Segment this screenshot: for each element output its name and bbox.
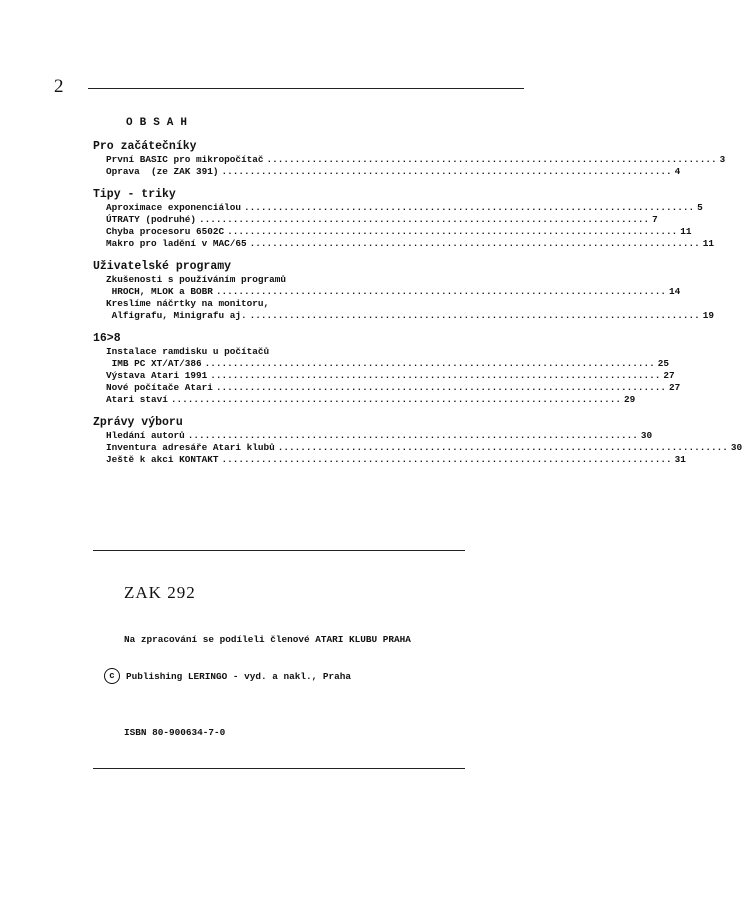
bottom-rule: [93, 768, 465, 769]
toc-section-heading: Tipy - triky: [93, 188, 176, 201]
toc-leader-dots: ................................................................................: [221, 454, 672, 465]
toc-leader-dots: ................................................................................: [277, 442, 728, 453]
toc-section: [93, 260, 714, 322]
publisher-text: Publishing LERINGO - vyd. a nakl., Praha: [126, 670, 352, 682]
page-number: 2: [54, 76, 64, 97]
toc-entry-text: Hledání autorů: [106, 430, 185, 441]
toc-leader-dots: ................................................................................: [187, 430, 638, 441]
toc-section-heading: 16>8: [93, 332, 121, 345]
table-of-contents: [93, 140, 742, 476]
toc-leader-dots: ................................................................................: [266, 154, 717, 165]
toc-leader-dots: ................................................................................: [244, 202, 695, 213]
middle-rule: [93, 550, 465, 551]
toc-page-number: 11: [702, 238, 714, 249]
toc-page-number: 29: [623, 394, 636, 405]
toc-leader-dots: ................................................................................: [204, 358, 655, 369]
toc-page-number: 11: [680, 226, 692, 237]
toc-page-number: 5: [697, 202, 703, 213]
toc-entry: [93, 358, 669, 370]
toc-entry-text: HROCH, MLOK a BOBR: [106, 286, 213, 297]
toc-page-number: 25: [657, 358, 669, 369]
toc-entry: [93, 310, 714, 322]
toc-entry-text: Nové počítače Atari: [106, 382, 213, 393]
toc-entry-line: [93, 274, 389, 286]
toc-page-number: 27: [663, 370, 675, 381]
toc-entry-line: [93, 298, 389, 310]
copyright-icon: c: [104, 668, 120, 684]
toc-entry-text: První BASIC pro mikropočítač: [106, 154, 264, 165]
toc-entry: [93, 202, 703, 214]
toc-leader-dots: ................................................................................: [227, 226, 678, 237]
toc-entry-text: Alfigrafu, Minigrafu aj.: [106, 310, 247, 321]
toc-entry: [93, 214, 658, 226]
toc-section-heading: Zprávy výboru: [93, 416, 183, 429]
toc-page-number: 30: [730, 442, 742, 453]
toc-page-number: 27: [668, 382, 681, 393]
top-rule: [88, 88, 524, 89]
toc-entry: [93, 442, 742, 454]
toc-entry: [93, 226, 692, 238]
toc-leader-dots: ................................................................................: [249, 238, 700, 249]
toc-entry: [93, 286, 681, 298]
toc-entry-line: [93, 346, 389, 358]
toc-leader-dots: ................................................................................: [210, 370, 661, 381]
toc-entry: [93, 154, 726, 166]
toc-entry: [93, 166, 681, 178]
toc-page-number: 3: [719, 154, 726, 165]
toc-page-number: 31: [674, 454, 686, 465]
toc-entry-text: Kreslíme náčrtky na monitoru,: [106, 298, 270, 309]
toc-page-number: 14: [668, 286, 681, 297]
toc-entry-text: Instalace ramdisku u počítačů: [106, 346, 270, 357]
toc-entry-text: Oprava (ze ZAK 391): [106, 166, 219, 177]
toc-entry: [93, 430, 653, 442]
toc-entry: [93, 238, 714, 250]
toc-leader-dots: ................................................................................: [199, 214, 650, 225]
toc-entry-text: ÚTRATY (podruhé): [106, 214, 197, 225]
toc-entry-text: Aproximace exponenciálou: [106, 202, 242, 213]
toc-page-number: 4: [674, 166, 681, 177]
toc-section: [93, 140, 726, 178]
isbn: ISBN 80-900634-7-0: [124, 727, 226, 738]
toc-entry-text: Makro pro ladění v MAC/65: [106, 238, 247, 249]
toc-leader-dots: ................................................................................: [215, 382, 666, 393]
toc-entry: [93, 394, 636, 406]
toc-entry-text: Inventura adresáře Atari klubů: [106, 442, 275, 453]
toc-entry-text: Výstava Atari 1991: [106, 370, 208, 381]
credits-line: Na zpracování se podíleli členové ATARI KLUBU PRAHA: [124, 634, 411, 645]
toc-page-number: 7: [652, 214, 658, 225]
toc-entry-text: Atari staví: [106, 394, 168, 405]
toc-leader-dots: ................................................................................: [215, 286, 666, 297]
toc-section-heading: Uživatelské programy: [93, 260, 232, 273]
toc-title: OBSAH: [126, 117, 195, 129]
toc-entry: [93, 382, 681, 394]
issue-title: ZAK 292: [124, 583, 196, 602]
toc-entry-text: Chyba procesoru 6502C: [106, 226, 225, 237]
toc-entry-text: Zkušenosti s používáním programů: [106, 274, 287, 285]
toc-leader-dots: ................................................................................: [170, 394, 621, 405]
toc-entry-text: Ještě k akci KONTAKT: [106, 454, 219, 465]
toc-leader-dots: ................................................................................: [249, 310, 700, 321]
toc-entry: [93, 370, 675, 382]
toc-section: [93, 416, 742, 466]
toc-section: [93, 332, 681, 406]
toc-page-number: 30: [640, 430, 653, 441]
toc-entry-text: IMB PC XT/AT/386: [106, 358, 202, 369]
copyright-line: [104, 668, 351, 684]
toc-section: [93, 188, 714, 250]
toc-section-heading: Pro začátečníky: [93, 140, 197, 153]
toc-entry: [93, 454, 686, 466]
toc-leader-dots: ................................................................................: [221, 166, 672, 177]
toc-page-number: 19: [702, 310, 714, 321]
